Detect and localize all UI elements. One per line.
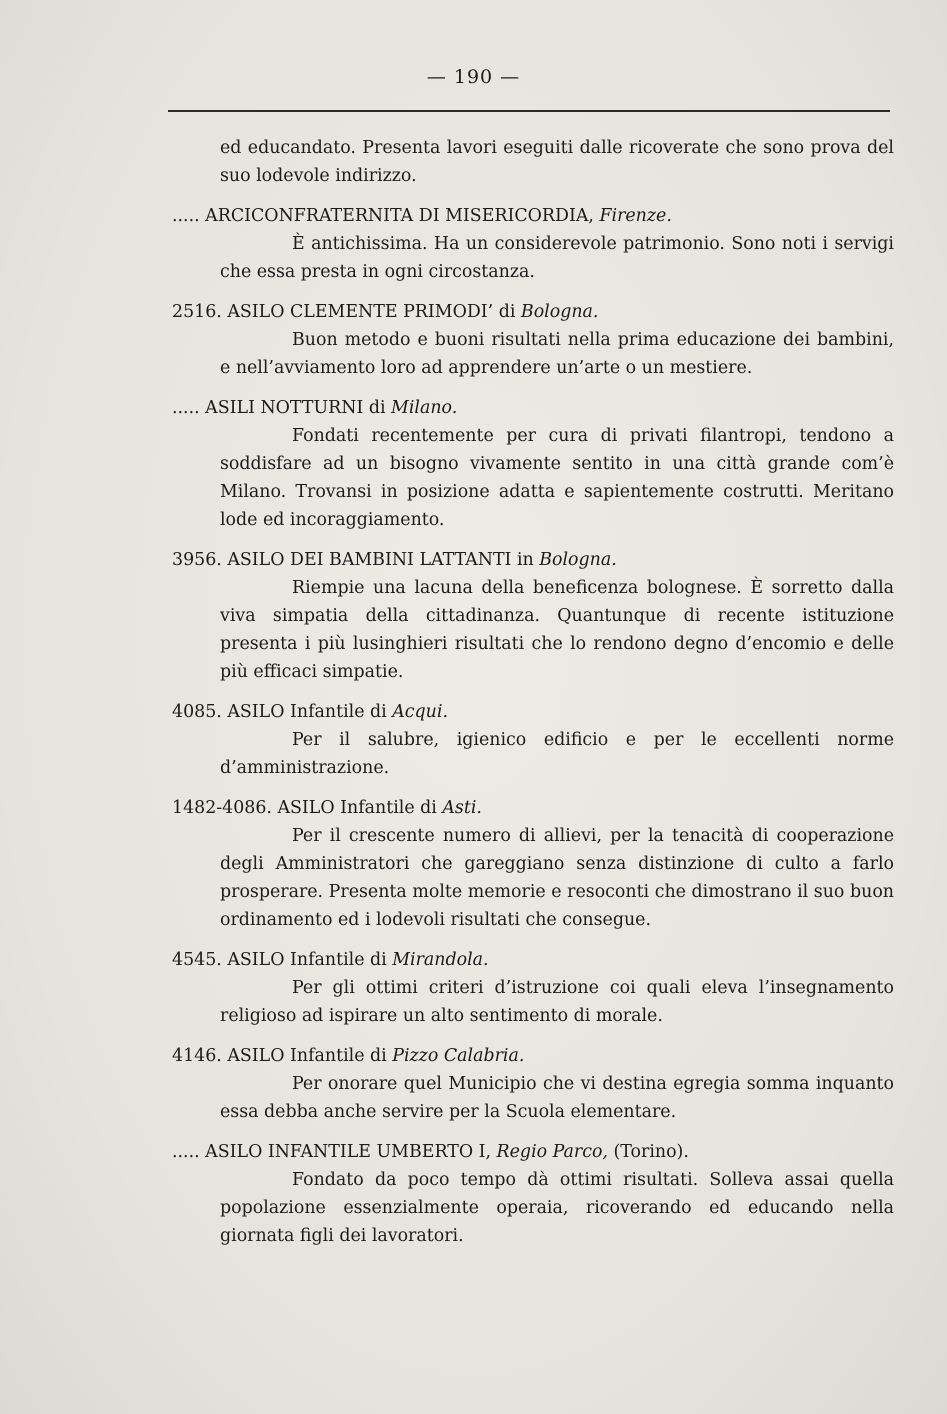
entry-name: ASILO Infantile di xyxy=(227,1046,387,1066)
list-item xyxy=(172,298,894,382)
entry-name: ASILO Infantile di xyxy=(227,702,387,722)
entry-name: ASILO Infantile di xyxy=(227,950,387,970)
entry-number: 4545. xyxy=(172,950,222,970)
entry-number: ..... xyxy=(172,1142,200,1162)
intro-paragraph: ed educandato. Presenta lavori eseguiti dalle ricoverate che sono prova del suo lodevole indirizzo. xyxy=(220,138,894,186)
entry-name: ASILO DEI BAMBINI LATTANTI in xyxy=(227,550,534,570)
entry-number: 1482-4086. xyxy=(172,798,272,818)
entry-text: Fondato da poco tempo dà ottimi risultati. Solleva assai quella popolazione essenzialmente operaia, ricoverando ed educando nella giornata figli dei lavoratori. xyxy=(220,1170,894,1246)
entry-title xyxy=(172,946,894,974)
page-number: — 190 — xyxy=(426,66,521,88)
list-item xyxy=(172,546,894,686)
entry-name: ASILI NOTTURNI di xyxy=(205,398,386,418)
entry-name: ASILO INFANTILE UMBERTO I, xyxy=(205,1142,492,1162)
list-item xyxy=(172,1042,894,1126)
entry-number: 4085. xyxy=(172,702,222,722)
entry-list xyxy=(172,202,894,1250)
entry-title xyxy=(172,546,894,574)
entry-name: ASILO CLEMENTE PRIMODI’ di xyxy=(227,302,516,322)
entry-title xyxy=(172,298,894,326)
entry-place: Pizzo Calabria. xyxy=(392,1046,525,1066)
list-item xyxy=(172,1138,894,1250)
entry-text: Fondati recentemente per cura di privati filantropi, tendono a soddisfare ad un bisogno vivamente sentito in una città grande com’è Milano. Trovansi in posizione adatta e sapientemente costrutti. Meritano lode ed incoraggiamento. xyxy=(220,426,894,530)
entry-text: Riempie una lacuna della beneficenza bolognese. È sorretto dalla viva simpatia della cittadinanza. Quantunque di recente istituzione presenta i più lusinghieri risultati che lo rendono degno d’encomio e delle più efficaci simpatie. xyxy=(220,578,894,682)
list-item xyxy=(172,202,894,286)
entry-place: Bologna. xyxy=(520,302,599,322)
entry-place: Bologna. xyxy=(539,550,617,570)
list-item xyxy=(172,698,894,782)
entry-number: 3956. xyxy=(172,550,222,570)
entry-number: ..... xyxy=(172,206,200,226)
page-body xyxy=(172,134,894,1250)
header-rule xyxy=(168,110,890,112)
entry-place: Regio Parco, xyxy=(496,1142,608,1162)
entry-place: Mirandola. xyxy=(392,950,489,970)
entry-place: Acqui. xyxy=(392,702,448,722)
entry-place: Milano. xyxy=(391,398,458,418)
entry-title xyxy=(172,794,894,822)
list-item xyxy=(172,794,894,934)
entry-title xyxy=(172,1042,894,1070)
entry-text: Per gli ottimi criteri d’istruzione coi quali eleva l’insegnamento religioso ad ispirare un alto sentimento di morale. xyxy=(220,978,894,1026)
entry-number: 2516. xyxy=(172,302,222,322)
entry-text: Per il salubre, igienico edificio e per le eccellenti norme d’amministrazione. xyxy=(220,730,894,778)
entry-text: Per il crescente numero di allievi, per la tenacità di cooperazione degli Amministratori che gareggiano senza distinzione di culto a farlo prosperare. Presenta molte memorie e resoconti che dimostrano il suo buon ordinamento ed i lodevoli risultati che consegue. xyxy=(220,826,894,930)
entry-suffix: (Torino). xyxy=(613,1142,689,1162)
entry-title xyxy=(172,1138,894,1166)
entry-text: Per onorare quel Municipio che vi destina egregia somma inquanto essa debba anche servire per la Scuola elementare. xyxy=(220,1074,894,1122)
entry-text: Buon metodo e buoni risultati nella prima educazione dei bambini, e nell’avviamento loro ad apprendere un’arte o un mestiere. xyxy=(220,330,894,378)
entry-name: ARCICONFRATERNITA DI MISERICORDIA, xyxy=(205,206,594,226)
list-item xyxy=(172,946,894,1030)
entry-title xyxy=(172,394,894,422)
entry-title xyxy=(172,698,894,726)
entry-title xyxy=(172,202,894,230)
list-item xyxy=(172,394,894,534)
entry-place: Firenze. xyxy=(599,206,672,226)
entry-text: È antichissima. Ha un considerevole patrimonio. Sono noti i servigi che essa presta in ogni circostanza. xyxy=(220,234,894,282)
entry-number: ..... xyxy=(172,398,200,418)
entry-name: ASILO Infantile di xyxy=(277,798,437,818)
entry-number: 4146. xyxy=(172,1046,222,1066)
entry-place: Asti. xyxy=(442,798,482,818)
